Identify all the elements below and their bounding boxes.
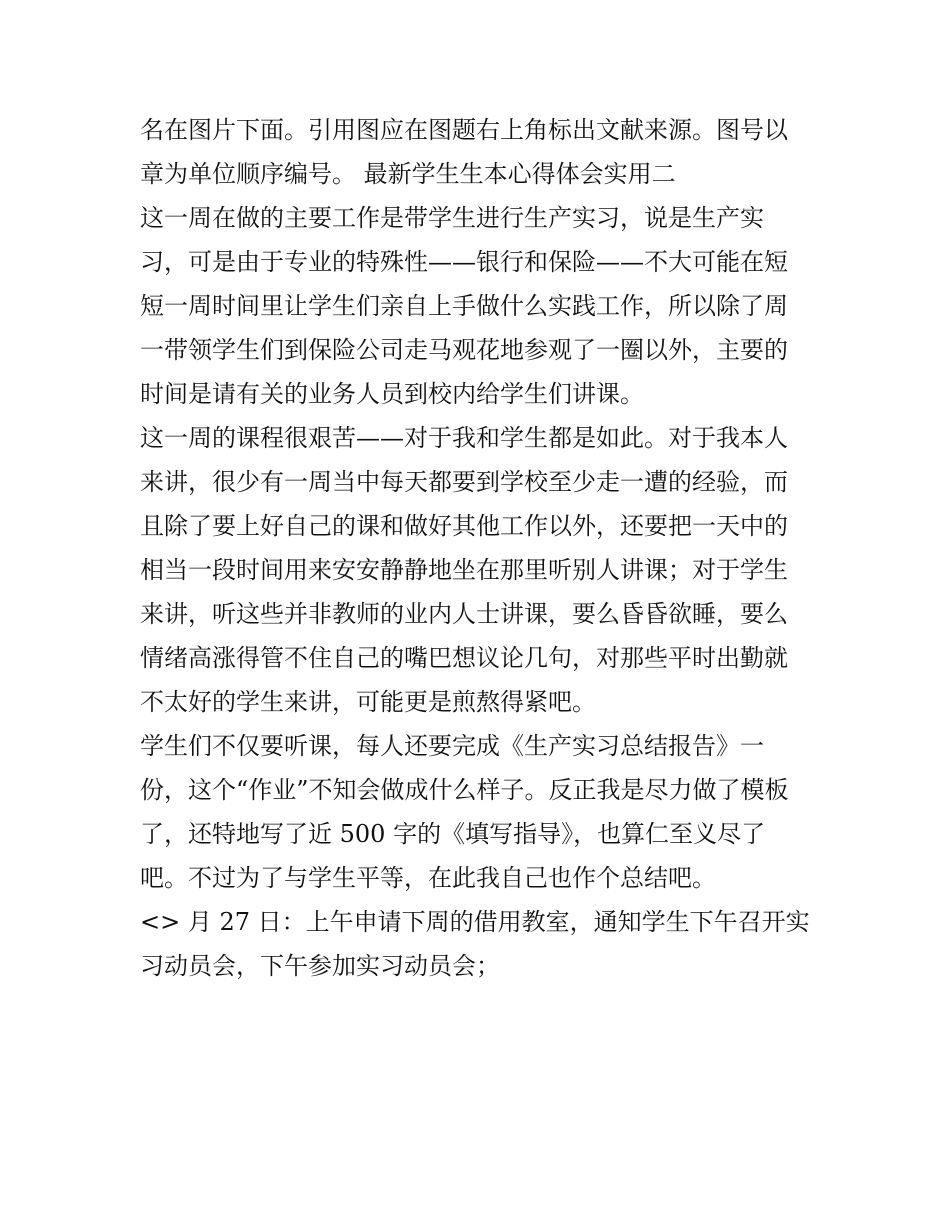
text-line: 这一周的课程很艰苦——对于我和学生都是如此。对于我本人 — [140, 424, 788, 452]
text-line: 不太好的学生来讲，可能更是煎熬得紧吧。 — [140, 688, 596, 716]
text-line: 相当一段时间用来安安静静地坐在那里听别人讲课；对于学生 — [140, 556, 788, 584]
text-line: 了，还特地写了近 500 字的《填写指导》，也算仁至义尽了 — [140, 820, 766, 848]
text-line: 学生们不仅要听课，每人还要完成《生产实习总结报告》一 — [140, 732, 764, 760]
text-line: 一带领学生们到保险公司走马观花地参观了一圈以外，主要的 — [140, 336, 788, 364]
text-line: 情绪高涨得管不住自己的嘴巴想议论几句，对那些平时出勤就 — [140, 644, 788, 672]
document-body — [140, 108, 820, 988]
text-line: 习，可是由于专业的特殊性——银行和保险——不大可能在短 — [140, 248, 788, 276]
text-line: 习动员会，下午参加实习动员会； — [140, 952, 500, 980]
text-line: 这一周在做的主要工作是带学生进行生产实习，说是生产实 — [140, 204, 764, 232]
text-line: 来讲，很少有一周当中每天都要到学校至少走一遭的经验，而 — [140, 468, 788, 496]
text-line: 来讲，听这些并非教师的业内人士讲课，要么昏昏欲睡，要么 — [140, 600, 788, 628]
text-line: 短一周时间里让学生们亲自上手做什么实践工作，所以除了周 — [140, 292, 788, 320]
text-line: 吧。不过为了与学生平等，在此我自己也作个总结吧。 — [140, 864, 716, 892]
text-line: 时间是请有关的业务人员到校内给学生们讲课。 — [140, 380, 644, 408]
text-line: 且除了要上好自己的课和做好其他工作以外，还要把一天中的 — [140, 512, 788, 540]
text-line: 份，这个“作业”不知会做成什么样子。反正我是尽力做了模板 — [140, 776, 789, 804]
text-line: <> 月 27 日：上午申请下周的借用教室，通知学生下午召开实 — [140, 908, 810, 936]
text-line: 章为单位顺序编号。 最新学生生本心得体会实用二 — [140, 160, 676, 188]
text-line: 名在图片下面。引用图应在图题右上角标出文献来源。图号以 — [140, 116, 788, 144]
